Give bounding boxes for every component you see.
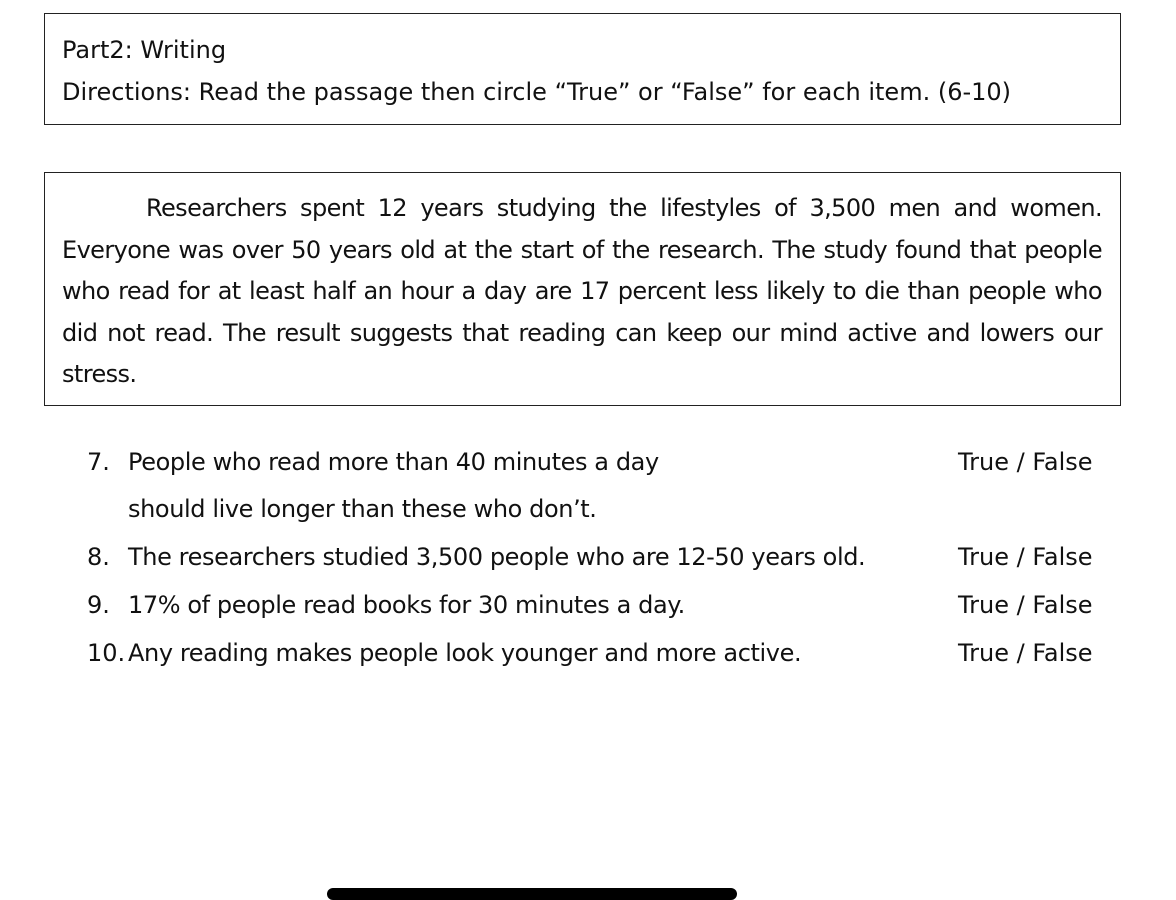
question-number: 9. [87, 591, 110, 619]
part-title: Part2: Writing [62, 36, 227, 64]
question-text: Any reading makes people look younger and more active. [128, 639, 802, 667]
home-indicator-bar[interactable] [327, 888, 737, 900]
question-number: 8. [87, 543, 110, 571]
true-false-choice[interactable]: True / False [958, 448, 1093, 476]
question-text-continued: should live longer than these who don’t. [128, 495, 597, 523]
true-false-choice[interactable]: True / False [958, 639, 1093, 667]
passage-box [44, 172, 1121, 406]
true-false-choice[interactable]: True / False [958, 591, 1093, 619]
directions-text: Directions: Read the passage then circle “True” or “False” for each item. (6-10) [62, 78, 1012, 106]
question-text: People who read more than 40 minutes a day [128, 448, 659, 476]
question-text: The researchers studied 3,500 people who are 12-50 years old. [128, 543, 866, 571]
passage-text: Researchers spent 12 years studying the lifestyles of 3,500 men and women. Everyone was over 50 years old at the start of the research. The study found that people who read for at least half an hour a day are 17 percent less likely to die than people who did not read. The result suggests that reading can keep our mind active and lowers our stress. [62, 194, 1102, 388]
true-false-choice[interactable]: True / False [958, 543, 1093, 571]
part-header-box [44, 13, 1121, 125]
question-number: 7. [87, 448, 110, 476]
question-text: 17% of people read books for 30 minutes a day. [128, 591, 685, 619]
question-number: 10. [87, 639, 126, 667]
